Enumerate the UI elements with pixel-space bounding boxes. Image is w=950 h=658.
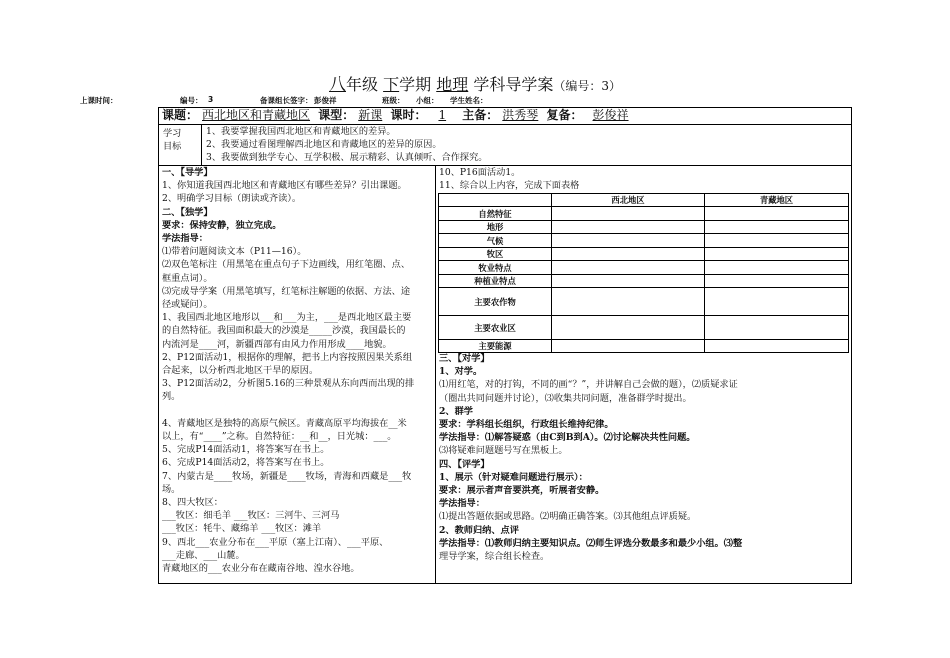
table-row <box>439 221 849 234</box>
left-line: 8、四大牧区： <box>162 497 223 508</box>
left-line: 框重点词）。 <box>162 272 213 284</box>
table-cell <box>705 288 849 316</box>
lead-label: 主备： <box>462 108 499 122</box>
goal-item: 3、我要做到独学专心、互学积极、展示精彩、认真倾听、合作探究。 <box>206 152 488 163</box>
row-label: 气候 <box>439 234 552 248</box>
table-cell <box>552 261 705 275</box>
left-line: 以上，有“____”之称。自然特征：__和__，日光城：___。 <box>162 431 397 442</box>
review-value: 彭俊祥 <box>592 108 629 122</box>
row-label: 自然特征 <box>439 207 552 221</box>
right-line: 理导学案，综合组长检查。 <box>439 551 550 562</box>
col-header-qingzang: 青藏地区 <box>705 194 849 207</box>
right-line: 11、综合以上内容，完成下面表格 <box>439 180 580 191</box>
topic-value: 西北地区和青藏地区 <box>202 108 311 122</box>
meta-leader-value: 彭俊祥 <box>314 96 337 105</box>
left-line: 学法指导： <box>162 233 208 244</box>
table-row <box>439 288 849 316</box>
divider <box>435 165 436 583</box>
row-label: 主要农作物 <box>439 288 552 316</box>
title-grade-suffix: 年级 <box>346 75 379 94</box>
left-line: ___牧区：牦牛、藏绵羊 ___牧区：滩羊 <box>162 523 322 535</box>
row-label: 主要农业区 <box>439 316 552 340</box>
table-cell <box>552 234 705 248</box>
hours-value: 1 <box>438 108 447 122</box>
table-row <box>439 275 849 288</box>
title-subject-suffix: 学科导学案 <box>473 75 554 94</box>
right-line: 学法指导：⑴教师归纳主要知识点。⑵师生评选分数最多和最少小组。⑶整 <box>439 537 743 549</box>
left-line: 的自然特征。我国面积最大的沙漠是_____沙漠，我国最长的 <box>162 325 406 337</box>
table-cell <box>552 221 705 234</box>
table-row <box>439 316 849 340</box>
left-line: ___走廊、___山麓。 <box>162 549 245 561</box>
right-line: 10、P16面活动1。 <box>439 167 521 178</box>
table-cell <box>552 316 705 340</box>
left-line: 7、内蒙古是____牧场，新疆是____牧场，青海和西藏是___牧 <box>162 470 412 482</box>
table-cell <box>552 275 705 288</box>
left-line: 列。 <box>162 391 181 403</box>
table-cell <box>705 340 849 353</box>
lesson-header <box>162 108 639 122</box>
right-line: 要求：学科组长组织，行政组长维持纪律。 <box>439 419 614 430</box>
left-line: 场。 <box>162 483 181 495</box>
left-line: ___牧区：细毛羊 ___牧区：三河牛、三河马 <box>162 510 340 522</box>
type-value: 新课 <box>358 108 383 122</box>
table-row <box>439 261 849 275</box>
divider <box>159 124 851 125</box>
table-cell <box>705 234 849 248</box>
right-line: ⑴提出答题依据或思路。⑵明确正确答案。⑶其他组点评质疑。 <box>439 511 697 523</box>
left-line: 青藏地区的___农业分布在藏南谷地、湟水谷地。 <box>162 563 360 574</box>
right-line: 学法指导：⑴解答疑惑（由C到B到A）。⑵讨论解决共性问题。 <box>439 432 696 444</box>
title-grade: 八 <box>329 75 346 95</box>
table-cell <box>705 221 849 234</box>
meta-number-label: 编号： <box>180 96 203 105</box>
meta-number-value: 3 <box>208 95 214 104</box>
table-cell <box>705 316 849 340</box>
title-number: （编号：3） <box>553 79 621 93</box>
left-line: 要求：保持安静，独立完成。 <box>162 219 282 231</box>
left-line: ⑵双色笔标注（用黑笔在重点句子下边画线，用红笔圈、点、 <box>162 259 411 271</box>
meta-group-label: 小组： <box>416 96 439 105</box>
type-label: 课型： <box>318 108 355 122</box>
row-label: 地形 <box>439 221 552 234</box>
row-label: 种植业特点 <box>439 275 552 288</box>
title-term: 下 <box>383 75 400 94</box>
table-cell <box>705 248 849 261</box>
goal-item: 2、我要通过看图理解西北地区和青藏地区的差异的原因。 <box>206 139 442 150</box>
left-line: 3、P12面活动2，分析图5.16的三种景观从东向西而出现的排 <box>162 378 415 390</box>
goals-label-1: 学习 <box>163 128 182 139</box>
left-line: 径或疑问）。 <box>162 299 213 310</box>
table-cell <box>552 340 705 353</box>
row-label: 牧区 <box>439 248 552 261</box>
meta-class-label: 班级： <box>382 96 405 105</box>
goals-label-2: 目标 <box>163 141 182 152</box>
left-line: ⑴带着问题阅读文本（P11—16）。 <box>162 246 307 258</box>
left-line: 9、西北___农业分布在___平原（塞上江南）、___平原、 <box>162 536 389 548</box>
left-line: 4、青藏地区是独特的高原气候区。青藏高原平均海拔在__米 <box>162 417 407 429</box>
left-line: 1、我国西北地区地形以___和___为主，___是西北地区最主要 <box>162 312 412 324</box>
right-line: 2、教师归纳、点评 <box>439 524 519 536</box>
left-line: 6、完成P14面活动2，将答案写在书上。 <box>162 457 330 469</box>
table-row <box>439 340 849 353</box>
right-line: ⑶将疑难问题题号写在黑板上。 <box>439 445 568 457</box>
table-header-row <box>439 194 849 207</box>
right-line: 三、【对学】 <box>439 353 490 364</box>
right-line: 四、【评学】 <box>439 458 490 470</box>
right-line: ⑴用红笔，对的打钩，不同的画“？”，并讲解自己会做的题），⑵质疑求证 <box>439 379 738 391</box>
table-row <box>439 207 849 221</box>
table-cell <box>552 207 705 221</box>
meta-leader-label: 备课组长签字： <box>260 96 313 105</box>
hours-label: 课时： <box>390 108 427 122</box>
right-line: 学法指导： <box>439 498 485 510</box>
row-label: 牧业特点 <box>439 261 552 275</box>
left-line: 5、完成P14面活动1，将答案写在书上。 <box>162 444 330 456</box>
title-subject: 地理 <box>436 75 469 94</box>
table-cell <box>552 248 705 261</box>
meta-student-label: 学生姓名： <box>450 96 488 105</box>
right-line: 1、对学。 <box>439 366 483 378</box>
left-line: 2、明确学习目标（朗读或齐读）。 <box>162 193 302 205</box>
table-cell <box>552 288 705 316</box>
left-line: 二、【独学】 <box>162 206 213 218</box>
right-line: （圈出共同问题并讨论），⑶收集共同问题，准备群学时提出。 <box>439 392 692 404</box>
left-line: 1、你知道我国西北地区和青藏地区有哪些差异？引出课题。 <box>162 180 407 192</box>
meta-row <box>80 95 820 106</box>
right-line: 2、群学 <box>439 405 473 417</box>
topic-label: 课题： <box>162 108 199 122</box>
title-term-suffix: 学期 <box>399 75 432 94</box>
table-cell <box>705 261 849 275</box>
table-cell <box>705 275 849 288</box>
lead-value: 洪秀琴 <box>502 108 539 122</box>
summary-table <box>438 193 849 353</box>
right-line: 要求：展示者声音要洪亮，听展者安静。 <box>439 485 605 496</box>
review-label: 复备： <box>546 108 583 122</box>
table-cell <box>705 207 849 221</box>
meta-time-label: 上课时间： <box>80 96 118 105</box>
page-title <box>0 70 950 95</box>
col-header-northwest: 西北地区 <box>552 194 705 207</box>
left-line: 一、【导学】 <box>162 167 213 178</box>
goal-item: 1、我要掌握我国西北地区和青藏地区的差异。 <box>206 126 396 137</box>
divider <box>159 165 851 166</box>
left-line: 2、P12面活动1，根据你的理解，把书上内容按照因果关系组 <box>162 351 413 363</box>
divider <box>201 124 202 165</box>
row-label: 主要能源 <box>439 340 552 353</box>
right-line: 1、展示（针对疑难问题进行展示）： <box>439 471 588 483</box>
left-line: 内流河是____河，新疆西部有由风力作用形成____地貌。 <box>162 338 392 350</box>
table-row <box>439 248 849 261</box>
table-row <box>439 234 849 248</box>
left-line: ⑶完成导学案（用黑笔填写，红笔标注解题的依据、方法、途 <box>162 285 411 297</box>
left-line: 合起来，以分析西北地区干旱的原因。 <box>162 365 319 376</box>
table-corner <box>439 194 552 207</box>
